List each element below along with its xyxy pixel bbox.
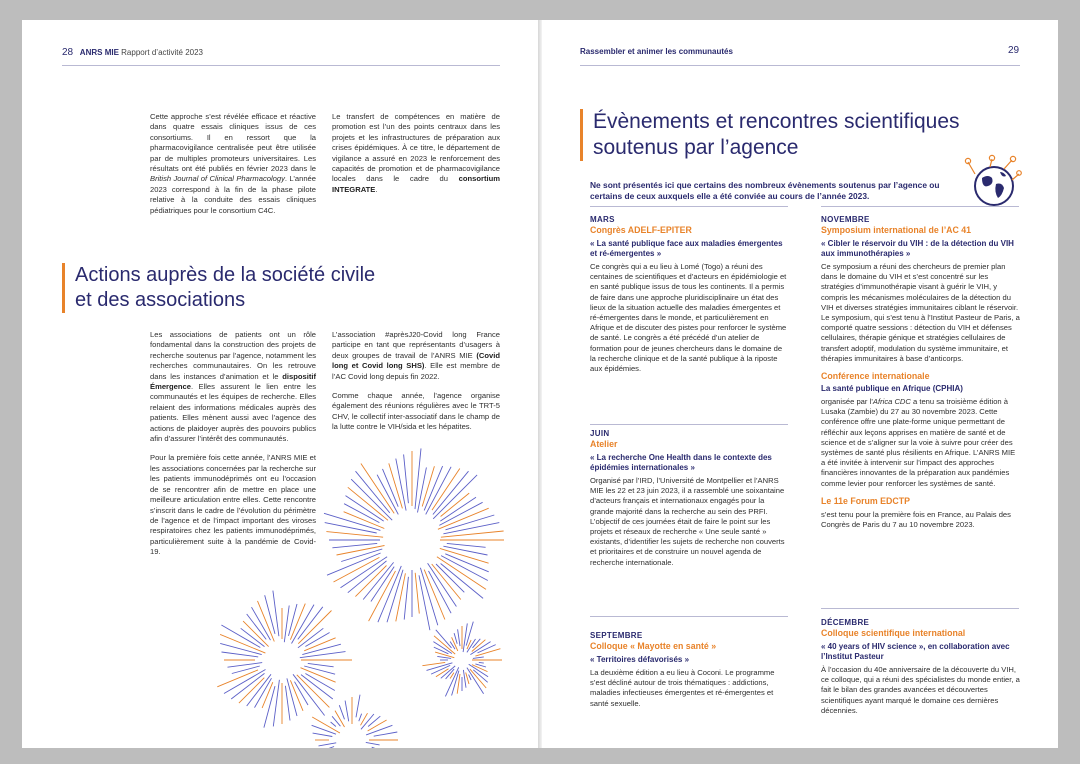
firework-ray	[458, 629, 460, 646]
event-description: La deuxième édition a eu lieu à Coconi. Le programme s’est décliné autour de trois thématiques : addictions, maladies infectieuses émergentes et ré-émergentes et santé sexuelle.	[590, 668, 775, 708]
firework-ray	[285, 686, 290, 721]
fireworks-illustration	[22, 20, 538, 748]
conference-name: Conférence internationale	[821, 371, 930, 382]
firework-ray	[424, 570, 445, 620]
event-description: Organisé par l’IRD, l’Université de Montpellier et l’ANRS MIE les 22 et 23 juin 2023, il a rassemblé une soixantaine d’acteurs français et internationaux engagés pour la grande majorité dans la recherche au sein des PRFI. L’objectif de ces journées était de faire le point sur les projets et réseaux de recherche « Une seule santé » existants, d’identifier les sujets de recherche non couverts et prioritaires et de construire un nouvel agenda de recherche internationale.	[590, 476, 785, 567]
firework-ray	[247, 674, 271, 706]
firework-ray	[479, 662, 484, 663]
firework-ray	[265, 595, 275, 634]
firework-ray	[436, 564, 464, 592]
firework-ray	[298, 611, 331, 644]
event-month: JUIN	[590, 429, 610, 438]
event-month: SEPTEMBRE	[590, 631, 643, 640]
firework-ray	[437, 656, 451, 658]
firework-ray	[304, 666, 335, 674]
firework-burst	[217, 591, 352, 728]
firework-ray	[433, 475, 477, 519]
event-subtitle: « 40 years of HIV science », en collaboration avec l’Institut Pasteur	[821, 642, 1010, 661]
firework-ray	[331, 722, 336, 727]
firework-ray	[346, 496, 384, 521]
firework-ray	[339, 705, 344, 719]
left-page	[22, 20, 538, 748]
event-name: Atelier	[590, 439, 618, 449]
associations-paragraph: Les associations de patients ont un rôle fondamental dans la construction des projets de recherche soutenus par l’agence, notamment les recherches communautaires. On les retrouve dans les instances d’animation et le dispositif Émergence. Elles assurent le lien entre les communautés et les équipes de recherche. Elles relaient des informations médicales auprès des patients. Elles mènent aussi avec l’agence des actions de plaidoyer auprès des pouvoirs publics afin d’assurer l’intérêt des communautés.	[150, 330, 316, 444]
firework-ray	[243, 621, 269, 647]
conference-description: organisée par l’Africa CDC a tenu sa troisième édition à Lusaka (Zambie) du 27 au 30 novembre 2023. Cette conférence offre une plate-forme unique permettant de réfléchir aux leçons apprises en matière de santé et de science et de s’aligner sur la voie à suivre pour créer des systèmes de santé plus résilients en Afrique. L’ANRS MIE a été invitée à intervenir sur l’impact des approches financières innovantes de la préparation aux pandémies comme levier pour renforcer les systèmes de santé.	[821, 397, 1016, 488]
firework-ray	[374, 732, 398, 736]
events-intro: Ne sont présentés ici que certains des nombreux évènements soutenus par l’agence ou certains de ceux auxquels elle a été conviée au cours de l’année 2023.	[590, 180, 940, 201]
rule-mars	[590, 206, 788, 207]
firework-ray	[466, 673, 469, 685]
header-report: Rapport d’activité 2023	[121, 48, 203, 57]
firework-ray	[446, 515, 495, 530]
firework-ray	[312, 725, 336, 734]
firework-ray	[348, 561, 387, 593]
right-header-section: Rassembler et animer les communautés	[580, 47, 733, 56]
firework-ray	[264, 686, 275, 728]
left-page-number: 28	[62, 47, 74, 58]
event-juin	[590, 429, 790, 568]
firework-ray	[332, 543, 377, 547]
firework-ray	[355, 566, 386, 597]
firework-ray	[454, 633, 457, 644]
firework-ray	[447, 543, 486, 547]
firework-ray	[469, 675, 472, 680]
trt5-paragraph: Comme chaque année, l’agence organise également des réunions régulières avec le TRT-5 CHV, le collectif inter-associatif dans le champ de la lutte contre le VIH/sida et les hépatites.	[332, 391, 500, 432]
firework-ray	[404, 454, 409, 503]
firework-ray	[335, 711, 345, 727]
firework-ray	[284, 606, 289, 643]
firework-ray	[313, 733, 333, 736]
event-name: Congrès ADELF-EPITER	[590, 225, 692, 235]
transfer-paragraph: Le transfert de compétences en matière de promotion est l’un des points centraux dans les projets et les infrastructures de préparation aux crises épidémiques. À ce titre, le département de vigilance a assuré en 2023 le renforcement des capacités de promotion et de pharmacovigilance locales dans le cadre du consortium INTEGRATE.	[332, 112, 500, 194]
firework-ray	[356, 695, 360, 718]
header-brand: ANRS MIE	[79, 48, 119, 57]
firework-ray	[297, 675, 330, 708]
firework-ray	[389, 463, 403, 508]
event-decembre	[821, 618, 1021, 716]
firework-ray	[323, 747, 334, 749]
right-page-number: 29	[1008, 45, 1020, 56]
firework-ray	[396, 573, 406, 621]
event-subtitle: « La santé publique face aux maladies émergentes et ré-émergentes »	[590, 239, 783, 258]
firework-ray	[371, 567, 394, 602]
covid-long-paragraph: L’association #aprèsJ20-Covid long France participe en tant que représentants d’usagers à deux groupes de travail de l’ANRS MIE (Covid long et Covid long SHS). Elle est membre de l’AC Covid long depuis fin 2022.	[332, 330, 500, 381]
event-month: NOVEMBRE	[821, 215, 870, 224]
event-month: DÉCEMBRE	[821, 618, 870, 627]
events-title: Évènements et rencontres scientifiques soutenus par l’agence	[580, 109, 1000, 161]
firework-ray	[359, 714, 362, 722]
forum-description: s’est tenu pour la première fois en France, au Palais des Congrès de Paris du 7 au 10 novembre 2023.	[821, 509, 1011, 530]
firework-ray	[419, 575, 430, 630]
firework-ray	[319, 743, 337, 746]
globe-network-icon	[962, 154, 1022, 210]
rule-novembre	[821, 206, 1019, 207]
firework-ray	[366, 742, 380, 745]
firework-ray	[368, 720, 387, 731]
event-subtitle: « La recherche One Health dans le contexte des épidémies internationales »	[590, 453, 772, 472]
rule-septembre	[590, 616, 788, 617]
event-description: À l’occasion du 40e anniversaire de la découverte du VIH, ce colloque, qui a réuni des spécialistes du monde entier, a fait le bilan des grandes avancées et découvertes scientifiques ayant marqué le domaine ces dernières décennies.	[821, 665, 1020, 715]
firework-ray	[372, 747, 381, 748]
firework-ray	[404, 577, 408, 620]
firework-ray	[473, 639, 481, 648]
firework-ray	[289, 604, 298, 636]
right-header-rule	[580, 65, 1020, 66]
event-description: Ce symposium a réuni des chercheurs de premier plan dans le domaine du VIH et s’est concentré sur les stratégies d’immunothérapie visant à guérir le VIH, y compris les mécanismes moléculaires de la détection du VIH et diverses stratégies immunitaires ciblant le réservoir.	[821, 262, 1019, 312]
event-subtitle: « Territoires défavorisés »	[590, 655, 690, 664]
pharmaco-paragraph: Cette approche s’est révélée efficace et réactive dans quatre essais cliniques issus de ces consortiums. Il en ressort que la pharmacovigilance centralisée peut être utilisée par de multiples promoteurs universitaires. Les résultats ont été publiés en février 2023 dans le British Journal of Clinical Pharmacology. L’année 2023 correspond à la fin de la phase pilote relative à la conduite des essais cliniques pédiatriques pour le consortium C4C.	[150, 112, 317, 215]
firework-ray	[356, 471, 390, 513]
event-novembre	[821, 215, 1021, 530]
firework-ray	[473, 657, 484, 659]
section-title: Actions auprès de la société civile et des associations	[62, 263, 462, 313]
event-subtitle: « Cibler le réservoir du VIH : de la détection du VIH aux immunothérapies »	[821, 239, 1014, 258]
rule-juin	[590, 424, 788, 425]
forum-name: Le 11e Forum EDCTP	[821, 495, 910, 506]
firework-ray	[308, 663, 334, 666]
firework-ray	[422, 662, 445, 665]
firework-ray	[217, 670, 258, 687]
firework-ray	[351, 479, 392, 520]
conference-subtitle: La santé publique en Afrique (CPHIA)	[821, 384, 963, 394]
firework-ray	[300, 652, 346, 658]
firework-ray	[457, 674, 460, 694]
firework-ray	[345, 701, 349, 722]
firework-ray	[369, 571, 396, 621]
event-name: Colloque « Mayotte en santé »	[590, 641, 717, 651]
firework-ray	[463, 623, 467, 652]
firework-ray	[441, 531, 504, 537]
firework-ray	[222, 652, 259, 657]
event-description: Ce congrès qui a eu lieu à Lomé (Togo) a réuni des centaines de scientifiques et d’acteurs en épidémiologie et en santé publique issus de tous les continents. Il a permis de faire dans une approche pluridisciplinaire un état des lieux de la situation actuelle des maladies émergentes et ré-émergentes dans le monde, et particulièrement en Afrique et de discuter des pistes pour renforcer le système de santé. Le congrès a été précédé d’un atelier de formation pour de jeunes chercheurs dans le domaine de la recherche clinique et de la santé publique à la riposte aux épidémies.	[590, 262, 787, 374]
firework-ray	[325, 523, 377, 533]
firework-ray	[232, 666, 260, 674]
event-name: Symposium international de l’AC 41	[821, 225, 972, 235]
event-mars	[590, 215, 790, 374]
firework-burst	[324, 448, 504, 630]
firework-burst	[422, 622, 502, 697]
event-description-2: Le symposium, qui s’est tenu à l’Institut Pasteur de Paris, a comporté quatre sessions : détection du VIH et défenses cellulaires, thérapie génique et stratégies cellulaires de transfert adoptif, modulation du système immunitaire, et thérapies immunitaires à base d’anticorps.	[821, 313, 1020, 363]
firework-ray	[415, 573, 419, 614]
firework-ray	[437, 557, 486, 590]
rule-decembre	[821, 608, 1019, 609]
event-name: Colloque scientifique international	[821, 628, 966, 638]
firework-ray	[443, 546, 487, 555]
event-month: MARS	[590, 215, 615, 224]
immunodeprimes-paragraph: Pour la première fois cette année, l’ANRS MIE et les associations concernées par la recherche sur les patients immunodéprimés ont eu l’occasion de se rencontrer afin de mettre en place une meilleure articulation entre elles. Cette rencontre s’inscrit dans le cadre de l’évolution du périmètre de l’agence et de l’impact important des viroses respiratoires chez les patients immunodéprimés, particulièrement suite à la pandémie de Covid-19.	[150, 453, 316, 557]
firework-ray	[273, 680, 279, 727]
right-page	[542, 20, 1058, 748]
event-septembre	[590, 631, 790, 709]
